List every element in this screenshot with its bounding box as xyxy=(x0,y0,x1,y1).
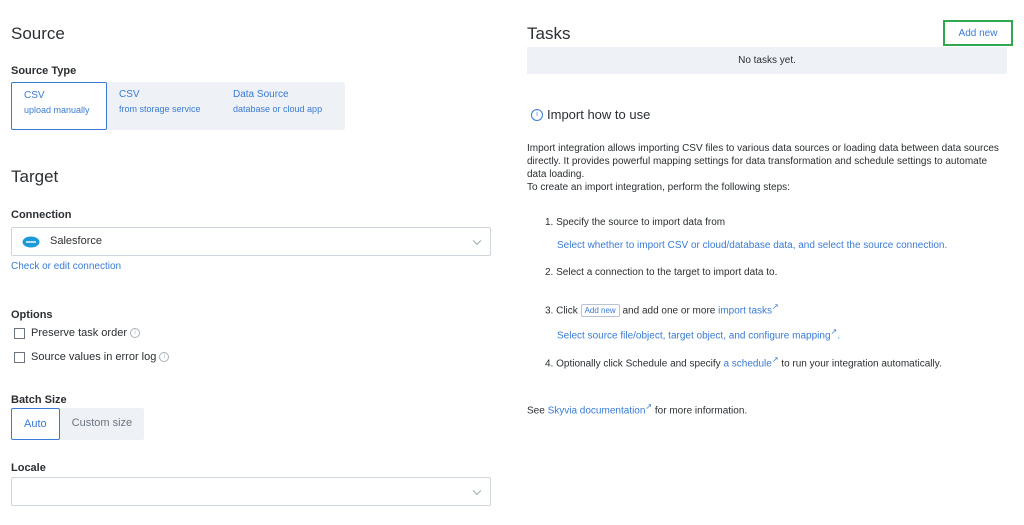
step-3-text-mid: and add one or more xyxy=(622,305,716,317)
batch-size-auto[interactable]: Auto xyxy=(11,408,60,440)
step-4 xyxy=(545,355,942,369)
see-docs xyxy=(527,402,747,416)
external-link-icon: ↗ xyxy=(771,355,779,364)
step-3 xyxy=(545,302,779,317)
source-title: Source xyxy=(11,24,65,43)
step-4-text: 4. Optionally click Schedule and specify xyxy=(545,358,721,370)
connection-select[interactable] xyxy=(11,227,491,256)
tasks-empty-state: No tasks yet. xyxy=(527,47,1007,74)
batch-size-selector xyxy=(11,408,144,440)
external-link-icon: ↗ xyxy=(645,402,653,411)
chevron-down-icon xyxy=(473,486,481,494)
step-1: 1. Specify the source to import data from xyxy=(545,217,726,228)
skyvia-documentation-link[interactable]: Skyvia documentation xyxy=(547,405,646,417)
batch-size-label: Batch Size xyxy=(11,394,67,406)
inline-add-new-badge: Add new xyxy=(581,304,620,317)
option-title: CSV xyxy=(24,90,45,101)
preserve-task-order-checkbox[interactable] xyxy=(14,327,140,339)
connection-label: Connection xyxy=(11,209,72,221)
howto-intro-steps: To create an import integration, perform the following steps: xyxy=(527,182,790,193)
howto-intro: Import integration allows importing CSV files to various data sources or loading data between data sources directly. It provides powerful mapping settings for data transformation and schedule settings to automate data loading. xyxy=(527,143,999,180)
option-title: CSV xyxy=(119,89,140,100)
external-link-icon: ↗ xyxy=(830,327,838,336)
batch-size-custom[interactable]: Custom size xyxy=(71,417,133,429)
options-label: Options xyxy=(11,309,53,321)
source-type-csv-storage[interactable] xyxy=(107,82,221,130)
option-subtitle: upload manually xyxy=(24,105,90,115)
checkbox-box[interactable] xyxy=(14,328,25,339)
see-docs-text: See xyxy=(527,405,545,417)
step-4-text-post: to run your integration automatically. xyxy=(781,358,942,370)
option-title: Data Source xyxy=(233,89,289,100)
option-subtitle: from storage service xyxy=(119,104,201,114)
step-3-detail: Select source file/object, target object, and configure mapping↗. xyxy=(557,327,840,342)
salesforce-cloud-icon xyxy=(22,236,40,248)
howto-heading xyxy=(531,107,650,122)
connection-value: Salesforce xyxy=(50,235,102,247)
locale-label: Locale xyxy=(11,462,46,474)
howto-title: Import how to use xyxy=(547,107,651,122)
step-1-detail: Select whether to import CSV or cloud/database data, and select the source connection. xyxy=(557,240,948,251)
mapping-link[interactable]: mapping xyxy=(792,330,831,342)
tasks-title: Tasks xyxy=(527,24,571,43)
option-subtitle: database or cloud app xyxy=(233,104,323,114)
info-icon[interactable]: i xyxy=(159,352,169,362)
checkbox-label: Source values in error log xyxy=(31,351,157,363)
step-3-detail-text: Select source file/object, target object, and configure xyxy=(557,330,790,342)
step-3-text: 3. Click xyxy=(545,305,578,317)
error-log-checkbox[interactable] xyxy=(14,351,169,363)
locale-select[interactable] xyxy=(11,477,491,506)
source-type-data-source[interactable] xyxy=(221,82,345,130)
schedule-link[interactable]: a schedule xyxy=(723,358,772,370)
checkbox-label: Preserve task order xyxy=(31,327,127,339)
external-link-icon: ↗ xyxy=(772,302,779,311)
info-icon: i xyxy=(531,109,543,121)
source-type-csv-manual[interactable] xyxy=(11,82,107,130)
chevron-down-icon xyxy=(473,236,481,244)
step-2: 2. Select a connection to the target to import data to. xyxy=(545,267,778,278)
import-tasks-link[interactable]: import tasks xyxy=(718,305,773,317)
target-title: Target xyxy=(11,167,59,186)
see-docs-text-post: for more information. xyxy=(654,405,748,417)
source-type-selector xyxy=(11,82,345,130)
source-type-label: Source Type xyxy=(11,65,77,77)
add-new-task-button[interactable]: Add new xyxy=(943,20,1013,46)
check-edit-connection-link[interactable]: Check or edit connection xyxy=(11,261,122,272)
info-icon[interactable]: i xyxy=(130,328,140,338)
checkbox-box[interactable] xyxy=(14,352,25,363)
